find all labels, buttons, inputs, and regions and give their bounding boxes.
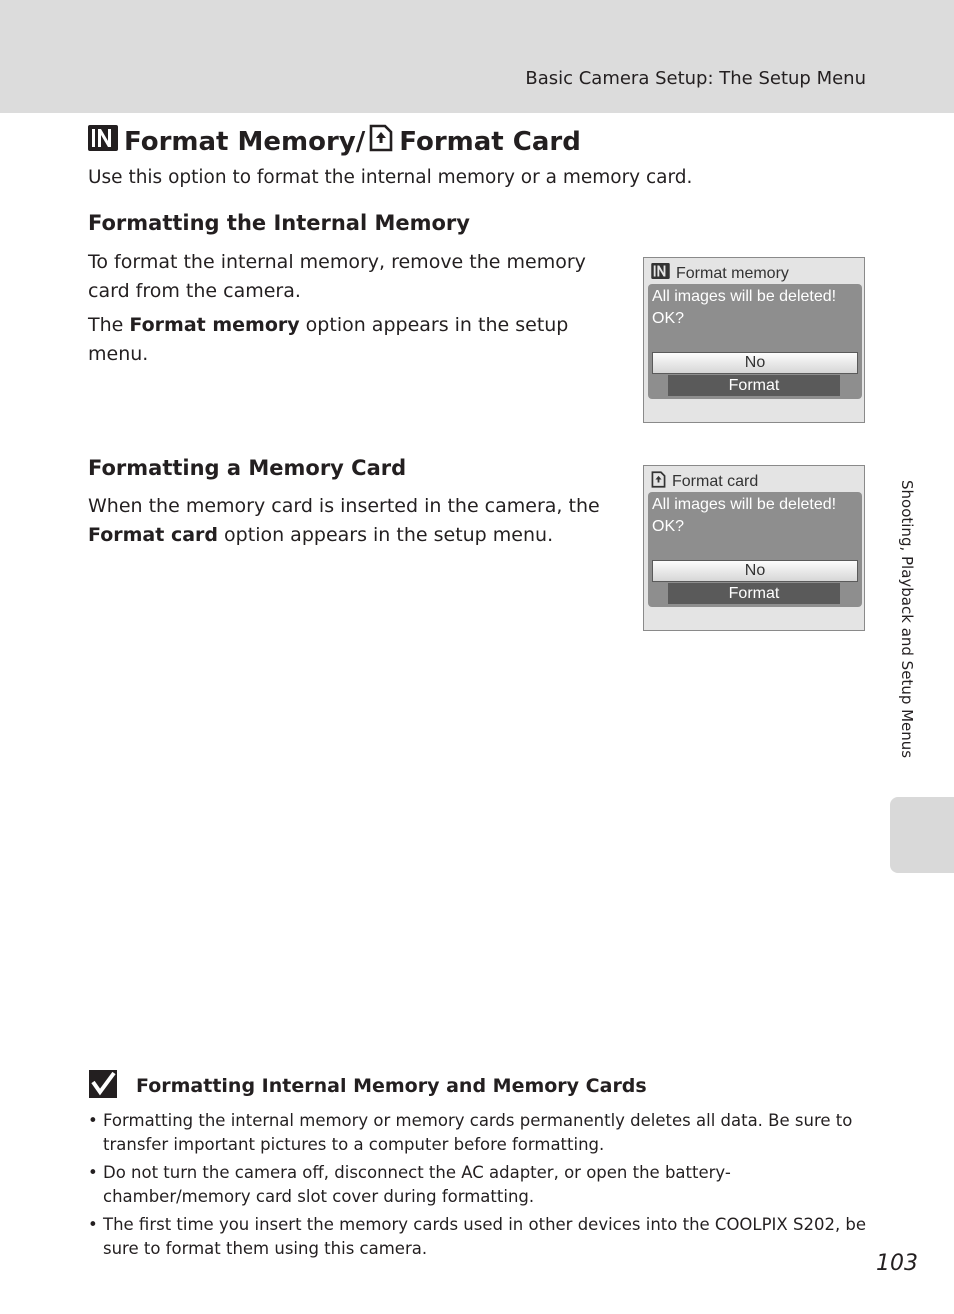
internal-memory-paragraph-2 <box>88 311 608 369</box>
dialog-message <box>652 286 836 330</box>
running-header: Basic Camera Setup: The Setup Menu <box>525 68 866 89</box>
format-memory-screen <box>643 257 865 423</box>
internal-memory-icon <box>651 263 670 284</box>
text-segment: option appears in the setup menu. <box>88 314 569 365</box>
dialog-line-2: OK? <box>652 518 685 535</box>
memory-card-icon <box>651 471 666 493</box>
no-option[interactable]: No <box>652 352 858 374</box>
format-card-term: Format card <box>88 524 219 546</box>
section-tab <box>890 797 954 873</box>
text-segment: The <box>88 314 130 336</box>
title-format-memory: Format Memory/ <box>124 126 366 157</box>
screen-title-text: Format memory <box>676 264 789 282</box>
dialog-line-2: OK? <box>652 310 685 327</box>
internal-memory-heading: Formatting the Internal Memory <box>88 211 470 235</box>
check-mark-note-icon <box>88 1069 118 1103</box>
format-option[interactable]: Format <box>668 375 840 396</box>
intro-text: Use this option to format the internal memory or a memory card. <box>88 167 693 188</box>
note-title: Formatting Internal Memory and Memory Cards <box>136 1075 647 1097</box>
header-band <box>0 0 954 113</box>
internal-memory-paragraph-1: To format the internal memory, remove the memory card from the camera. <box>88 251 586 302</box>
screen-title <box>651 471 758 493</box>
format-memory-term: Format memory <box>129 314 300 336</box>
side-section-label: Shooting, Playback and Setup Menus <box>898 480 916 759</box>
memory-card-paragraph <box>88 492 608 550</box>
memory-card-icon <box>369 124 393 159</box>
format-option[interactable]: Format <box>668 583 840 604</box>
screen-title-text: Format card <box>672 473 759 490</box>
memory-card-heading: Formatting a Memory Card <box>88 456 407 480</box>
confirm-dialog <box>648 492 862 607</box>
page-title <box>88 124 581 159</box>
dialog-message <box>652 494 836 538</box>
page-number: 103 <box>876 1251 918 1276</box>
note-bullet-list <box>88 1109 868 1265</box>
title-format-card: Format Card <box>399 126 581 157</box>
format-card-screen <box>643 465 865 631</box>
list-item: • Do not turn the camera off, disconnect the AC adapter, or open the battery-chamber/memory card slot cover during formatting. <box>88 1161 868 1209</box>
list-item: • The first time you insert the memory cards used in other devices into the COOLPIX S202, be sure to format them using this camera. <box>88 1213 868 1261</box>
text-segment: When the memory card is inserted in the camera, the <box>88 495 600 517</box>
text-segment: option appears in the setup menu. <box>218 524 554 546</box>
list-item: • Formatting the internal memory or memory cards permanently deletes all data. Be sure to transfer important pictures to a computer before formatting. <box>88 1109 868 1157</box>
no-option[interactable]: No <box>652 560 858 582</box>
dialog-line-1: All images will be deleted! <box>652 496 837 513</box>
screen-title <box>651 263 789 284</box>
internal-memory-icon <box>88 125 118 158</box>
dialog-line-1: All images will be deleted! <box>652 288 837 305</box>
confirm-dialog <box>648 284 862 399</box>
